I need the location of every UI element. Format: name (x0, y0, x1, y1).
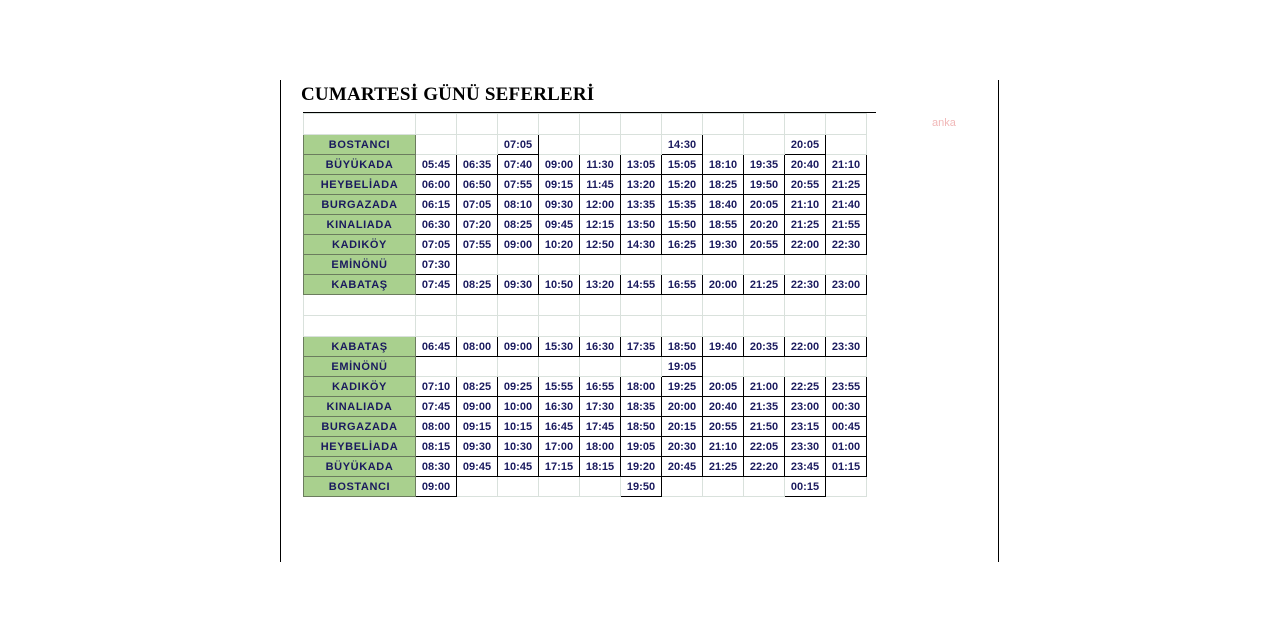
departure-time: 21:10 (785, 195, 826, 215)
blank-cell (498, 295, 539, 316)
departure-time: 07:55 (457, 235, 498, 255)
watermark-text: anka (932, 117, 956, 129)
blank-cell (539, 295, 580, 316)
blank-cell (744, 316, 785, 337)
blank-cell (416, 316, 457, 337)
departure-time (498, 477, 539, 497)
departure-time: 21:00 (744, 377, 785, 397)
schedule-row (304, 397, 867, 417)
schedule-row (304, 195, 867, 215)
departure-time: 22:30 (785, 275, 826, 295)
departure-time: 20:45 (662, 457, 703, 477)
blank-cell (498, 316, 539, 337)
section-spacer-row (304, 295, 867, 316)
blank-cell (662, 316, 703, 337)
departure-time: 06:00 (416, 175, 457, 195)
departure-time: 18:15 (580, 457, 621, 477)
departure-time: 10:00 (498, 397, 539, 417)
departure-time: 10:45 (498, 457, 539, 477)
departure-time: 17:00 (539, 437, 580, 457)
departure-time: 20:55 (785, 175, 826, 195)
departure-time (703, 135, 744, 155)
departure-time: 20:00 (703, 275, 744, 295)
departure-time: 19:50 (621, 477, 662, 497)
departure-time: 01:00 (826, 437, 867, 457)
blank-cell (785, 316, 826, 337)
departure-time: 23:45 (785, 457, 826, 477)
departure-time: 07:10 (416, 377, 457, 397)
schedule-row (304, 135, 867, 155)
ferry-schedule-table (303, 113, 867, 497)
departure-time: 15:35 (662, 195, 703, 215)
blank-cell (703, 316, 744, 337)
departure-time: 19:05 (621, 437, 662, 457)
departure-time (457, 357, 498, 377)
stop-name: KADIKÖY (304, 377, 416, 397)
departure-time (703, 255, 744, 275)
departure-time: 06:45 (416, 337, 457, 357)
departure-time (621, 255, 662, 275)
departure-time: 09:30 (457, 437, 498, 457)
departure-time: 12:50 (580, 235, 621, 255)
departure-time (744, 357, 785, 377)
departure-time: 09:30 (498, 275, 539, 295)
departure-time: 09:00 (457, 397, 498, 417)
schedule-row (304, 155, 867, 175)
departure-time: 19:35 (744, 155, 785, 175)
departure-time: 10:50 (539, 275, 580, 295)
document-page (280, 80, 999, 562)
blank-cell (304, 114, 416, 135)
departure-time: 20:55 (744, 235, 785, 255)
schedule-row (304, 275, 867, 295)
departure-time: 09:25 (498, 377, 539, 397)
departure-time (580, 255, 621, 275)
departure-time: 20:40 (785, 155, 826, 175)
departure-time: 14:55 (621, 275, 662, 295)
departure-time: 17:30 (580, 397, 621, 417)
stop-name: KINALIADA (304, 215, 416, 235)
departure-time: 22:20 (744, 457, 785, 477)
departure-time: 07:05 (416, 235, 457, 255)
departure-time (826, 477, 867, 497)
blank-cell (580, 316, 621, 337)
departure-time: 15:20 (662, 175, 703, 195)
departure-time: 23:30 (826, 337, 867, 357)
departure-time: 09:00 (498, 337, 539, 357)
departure-time: 22:00 (785, 235, 826, 255)
departure-time: 15:05 (662, 155, 703, 175)
blank-cell (703, 295, 744, 316)
departure-time: 00:45 (826, 417, 867, 437)
stop-name: KABATAŞ (304, 337, 416, 357)
departure-time (744, 135, 785, 155)
departure-time: 20:05 (744, 195, 785, 215)
departure-time: 21:40 (826, 195, 867, 215)
departure-time: 07:30 (416, 255, 457, 275)
departure-time (744, 255, 785, 275)
departure-time: 16:45 (539, 417, 580, 437)
stop-name: BURGAZADA (304, 195, 416, 215)
blank-cell (304, 316, 416, 337)
stop-name: BURGAZADA (304, 417, 416, 437)
schedule-body (304, 114, 867, 497)
departure-time: 10:15 (498, 417, 539, 437)
stop-name: EMİNÖNÜ (304, 255, 416, 275)
departure-time: 20:55 (703, 417, 744, 437)
schedule-row (304, 357, 867, 377)
departure-time: 08:00 (416, 417, 457, 437)
departure-time: 09:45 (457, 457, 498, 477)
departure-time: 12:15 (580, 215, 621, 235)
departure-time: 07:40 (498, 155, 539, 175)
schedule-row (304, 457, 867, 477)
blank-cell (785, 295, 826, 316)
departure-time: 23:00 (826, 275, 867, 295)
departure-time: 18:55 (703, 215, 744, 235)
departure-time: 09:30 (539, 195, 580, 215)
departure-time: 20:20 (744, 215, 785, 235)
departure-time: 22:25 (785, 377, 826, 397)
departure-time (539, 357, 580, 377)
departure-time: 10:20 (539, 235, 580, 255)
departure-time (539, 135, 580, 155)
blank-cell (621, 316, 662, 337)
departure-time: 08:25 (457, 275, 498, 295)
departure-time: 11:45 (580, 175, 621, 195)
departure-time: 18:25 (703, 175, 744, 195)
departure-time: 20:35 (744, 337, 785, 357)
blank-cell (498, 114, 539, 135)
blank-cell (744, 114, 785, 135)
departure-time: 11:30 (580, 155, 621, 175)
blank-cell (416, 295, 457, 316)
departure-time (785, 255, 826, 275)
stop-name: EMİNÖNÜ (304, 357, 416, 377)
departure-time: 19:30 (703, 235, 744, 255)
departure-time: 08:00 (457, 337, 498, 357)
departure-time: 22:05 (744, 437, 785, 457)
blank-cell (621, 114, 662, 135)
stop-name: BOSTANCI (304, 135, 416, 155)
departure-time: 05:45 (416, 155, 457, 175)
blank-cell (457, 316, 498, 337)
departure-time: 15:50 (662, 215, 703, 235)
stop-name: HEYBELİADA (304, 175, 416, 195)
departure-time: 13:05 (621, 155, 662, 175)
blank-cell (457, 295, 498, 316)
departure-time: 21:25 (744, 275, 785, 295)
departure-time: 23:55 (826, 377, 867, 397)
blank-cell (539, 316, 580, 337)
departure-time: 08:25 (498, 215, 539, 235)
departure-time: 07:45 (416, 397, 457, 417)
schedule-row (304, 235, 867, 255)
departure-time: 19:20 (621, 457, 662, 477)
departure-time (621, 135, 662, 155)
blank-cell (662, 295, 703, 316)
schedule-row (304, 417, 867, 437)
departure-time: 17:45 (580, 417, 621, 437)
departure-time: 07:20 (457, 215, 498, 235)
departure-time: 21:25 (785, 215, 826, 235)
blank-cell (539, 114, 580, 135)
departure-time: 21:50 (744, 417, 785, 437)
departure-time: 06:50 (457, 175, 498, 195)
departure-time (539, 477, 580, 497)
departure-time: 13:20 (621, 175, 662, 195)
blank-cell (785, 114, 826, 135)
departure-time: 00:30 (826, 397, 867, 417)
departure-time (539, 255, 580, 275)
departure-time: 21:55 (826, 215, 867, 235)
stop-name: BÜYÜKADA (304, 457, 416, 477)
departure-time: 20:05 (703, 377, 744, 397)
departure-time: 15:55 (539, 377, 580, 397)
departure-time: 09:00 (539, 155, 580, 175)
departure-time: 20:00 (662, 397, 703, 417)
departure-time: 08:10 (498, 195, 539, 215)
blank-cell (621, 295, 662, 316)
departure-time: 21:35 (744, 397, 785, 417)
departure-time (416, 135, 457, 155)
departure-time (498, 357, 539, 377)
departure-time: 07:05 (457, 195, 498, 215)
departure-time: 21:25 (703, 457, 744, 477)
departure-time: 21:10 (826, 155, 867, 175)
blank-cell (304, 295, 416, 316)
blank-cell (826, 316, 867, 337)
departure-time (457, 255, 498, 275)
schedule-row (304, 437, 867, 457)
departure-time (416, 357, 457, 377)
departure-time: 23:15 (785, 417, 826, 437)
departure-time: 19:50 (744, 175, 785, 195)
page-title: CUMARTESİ GÜNÜ SEFERLERİ (301, 84, 595, 105)
schedule-row (304, 175, 867, 195)
departure-time: 20:30 (662, 437, 703, 457)
departure-time: 23:30 (785, 437, 826, 457)
departure-time: 09:00 (498, 235, 539, 255)
departure-time: 00:15 (785, 477, 826, 497)
blank-cell (703, 114, 744, 135)
departure-time: 20:15 (662, 417, 703, 437)
departure-time: 16:55 (662, 275, 703, 295)
departure-time: 14:30 (621, 235, 662, 255)
blank-cell (662, 114, 703, 135)
departure-time: 18:00 (621, 377, 662, 397)
departure-time: 21:25 (826, 175, 867, 195)
departure-time: 07:55 (498, 175, 539, 195)
departure-time: 08:15 (416, 437, 457, 457)
departure-time (580, 357, 621, 377)
departure-time: 08:25 (457, 377, 498, 397)
departure-time: 15:30 (539, 337, 580, 357)
departure-time (457, 135, 498, 155)
departure-time: 19:05 (662, 357, 703, 377)
departure-time: 18:50 (621, 417, 662, 437)
departure-time (498, 255, 539, 275)
blank-cell (416, 114, 457, 135)
departure-time (703, 477, 744, 497)
departure-time: 17:35 (621, 337, 662, 357)
departure-time: 10:30 (498, 437, 539, 457)
departure-time: 07:05 (498, 135, 539, 155)
departure-time: 13:50 (621, 215, 662, 235)
departure-time: 01:15 (826, 457, 867, 477)
departure-time: 07:45 (416, 275, 457, 295)
departure-time: 20:05 (785, 135, 826, 155)
section-spacer-row (304, 316, 867, 337)
departure-time: 18:10 (703, 155, 744, 175)
blank-cell (457, 114, 498, 135)
departure-time: 09:15 (457, 417, 498, 437)
blank-cell (826, 295, 867, 316)
departure-time (785, 357, 826, 377)
stop-name: HEYBELİADA (304, 437, 416, 457)
departure-time: 06:35 (457, 155, 498, 175)
departure-time: 23:00 (785, 397, 826, 417)
departure-time: 20:40 (703, 397, 744, 417)
schedule-row (304, 255, 867, 275)
departure-time: 09:15 (539, 175, 580, 195)
departure-time: 16:30 (580, 337, 621, 357)
departure-time: 14:30 (662, 135, 703, 155)
departure-time: 06:30 (416, 215, 457, 235)
departure-time: 16:30 (539, 397, 580, 417)
departure-time: 09:45 (539, 215, 580, 235)
departure-time: 13:35 (621, 195, 662, 215)
departure-time (457, 477, 498, 497)
departure-time: 19:40 (703, 337, 744, 357)
departure-time: 18:35 (621, 397, 662, 417)
departure-time: 22:30 (826, 235, 867, 255)
departure-time (826, 255, 867, 275)
departure-time: 16:55 (580, 377, 621, 397)
departure-time: 16:25 (662, 235, 703, 255)
schedule-row (304, 377, 867, 397)
departure-time (826, 357, 867, 377)
departure-time: 21:10 (703, 437, 744, 457)
departure-time: 06:15 (416, 195, 457, 215)
schedule-row (304, 477, 867, 497)
stop-name: KABATAŞ (304, 275, 416, 295)
departure-time (621, 357, 662, 377)
stop-name: BÜYÜKADA (304, 155, 416, 175)
departure-time (580, 135, 621, 155)
departure-time (703, 357, 744, 377)
header-spacer-row (304, 114, 867, 135)
stop-name: KADIKÖY (304, 235, 416, 255)
departure-time: 12:00 (580, 195, 621, 215)
departure-time: 08:30 (416, 457, 457, 477)
blank-cell (744, 295, 785, 316)
departure-time (744, 477, 785, 497)
departure-time: 22:00 (785, 337, 826, 357)
departure-time (826, 135, 867, 155)
stop-name: BOSTANCI (304, 477, 416, 497)
stop-name: KINALIADA (304, 397, 416, 417)
schedule-row (304, 215, 867, 235)
departure-time: 09:00 (416, 477, 457, 497)
departure-time: 13:20 (580, 275, 621, 295)
blank-cell (580, 295, 621, 316)
departure-time: 18:00 (580, 437, 621, 457)
departure-time (580, 477, 621, 497)
schedule-row (304, 337, 867, 357)
departure-time: 18:50 (662, 337, 703, 357)
departure-time: 17:15 (539, 457, 580, 477)
departure-time: 18:40 (703, 195, 744, 215)
departure-time (662, 255, 703, 275)
blank-cell (580, 114, 621, 135)
departure-time (662, 477, 703, 497)
blank-cell (826, 114, 867, 135)
departure-time: 19:25 (662, 377, 703, 397)
